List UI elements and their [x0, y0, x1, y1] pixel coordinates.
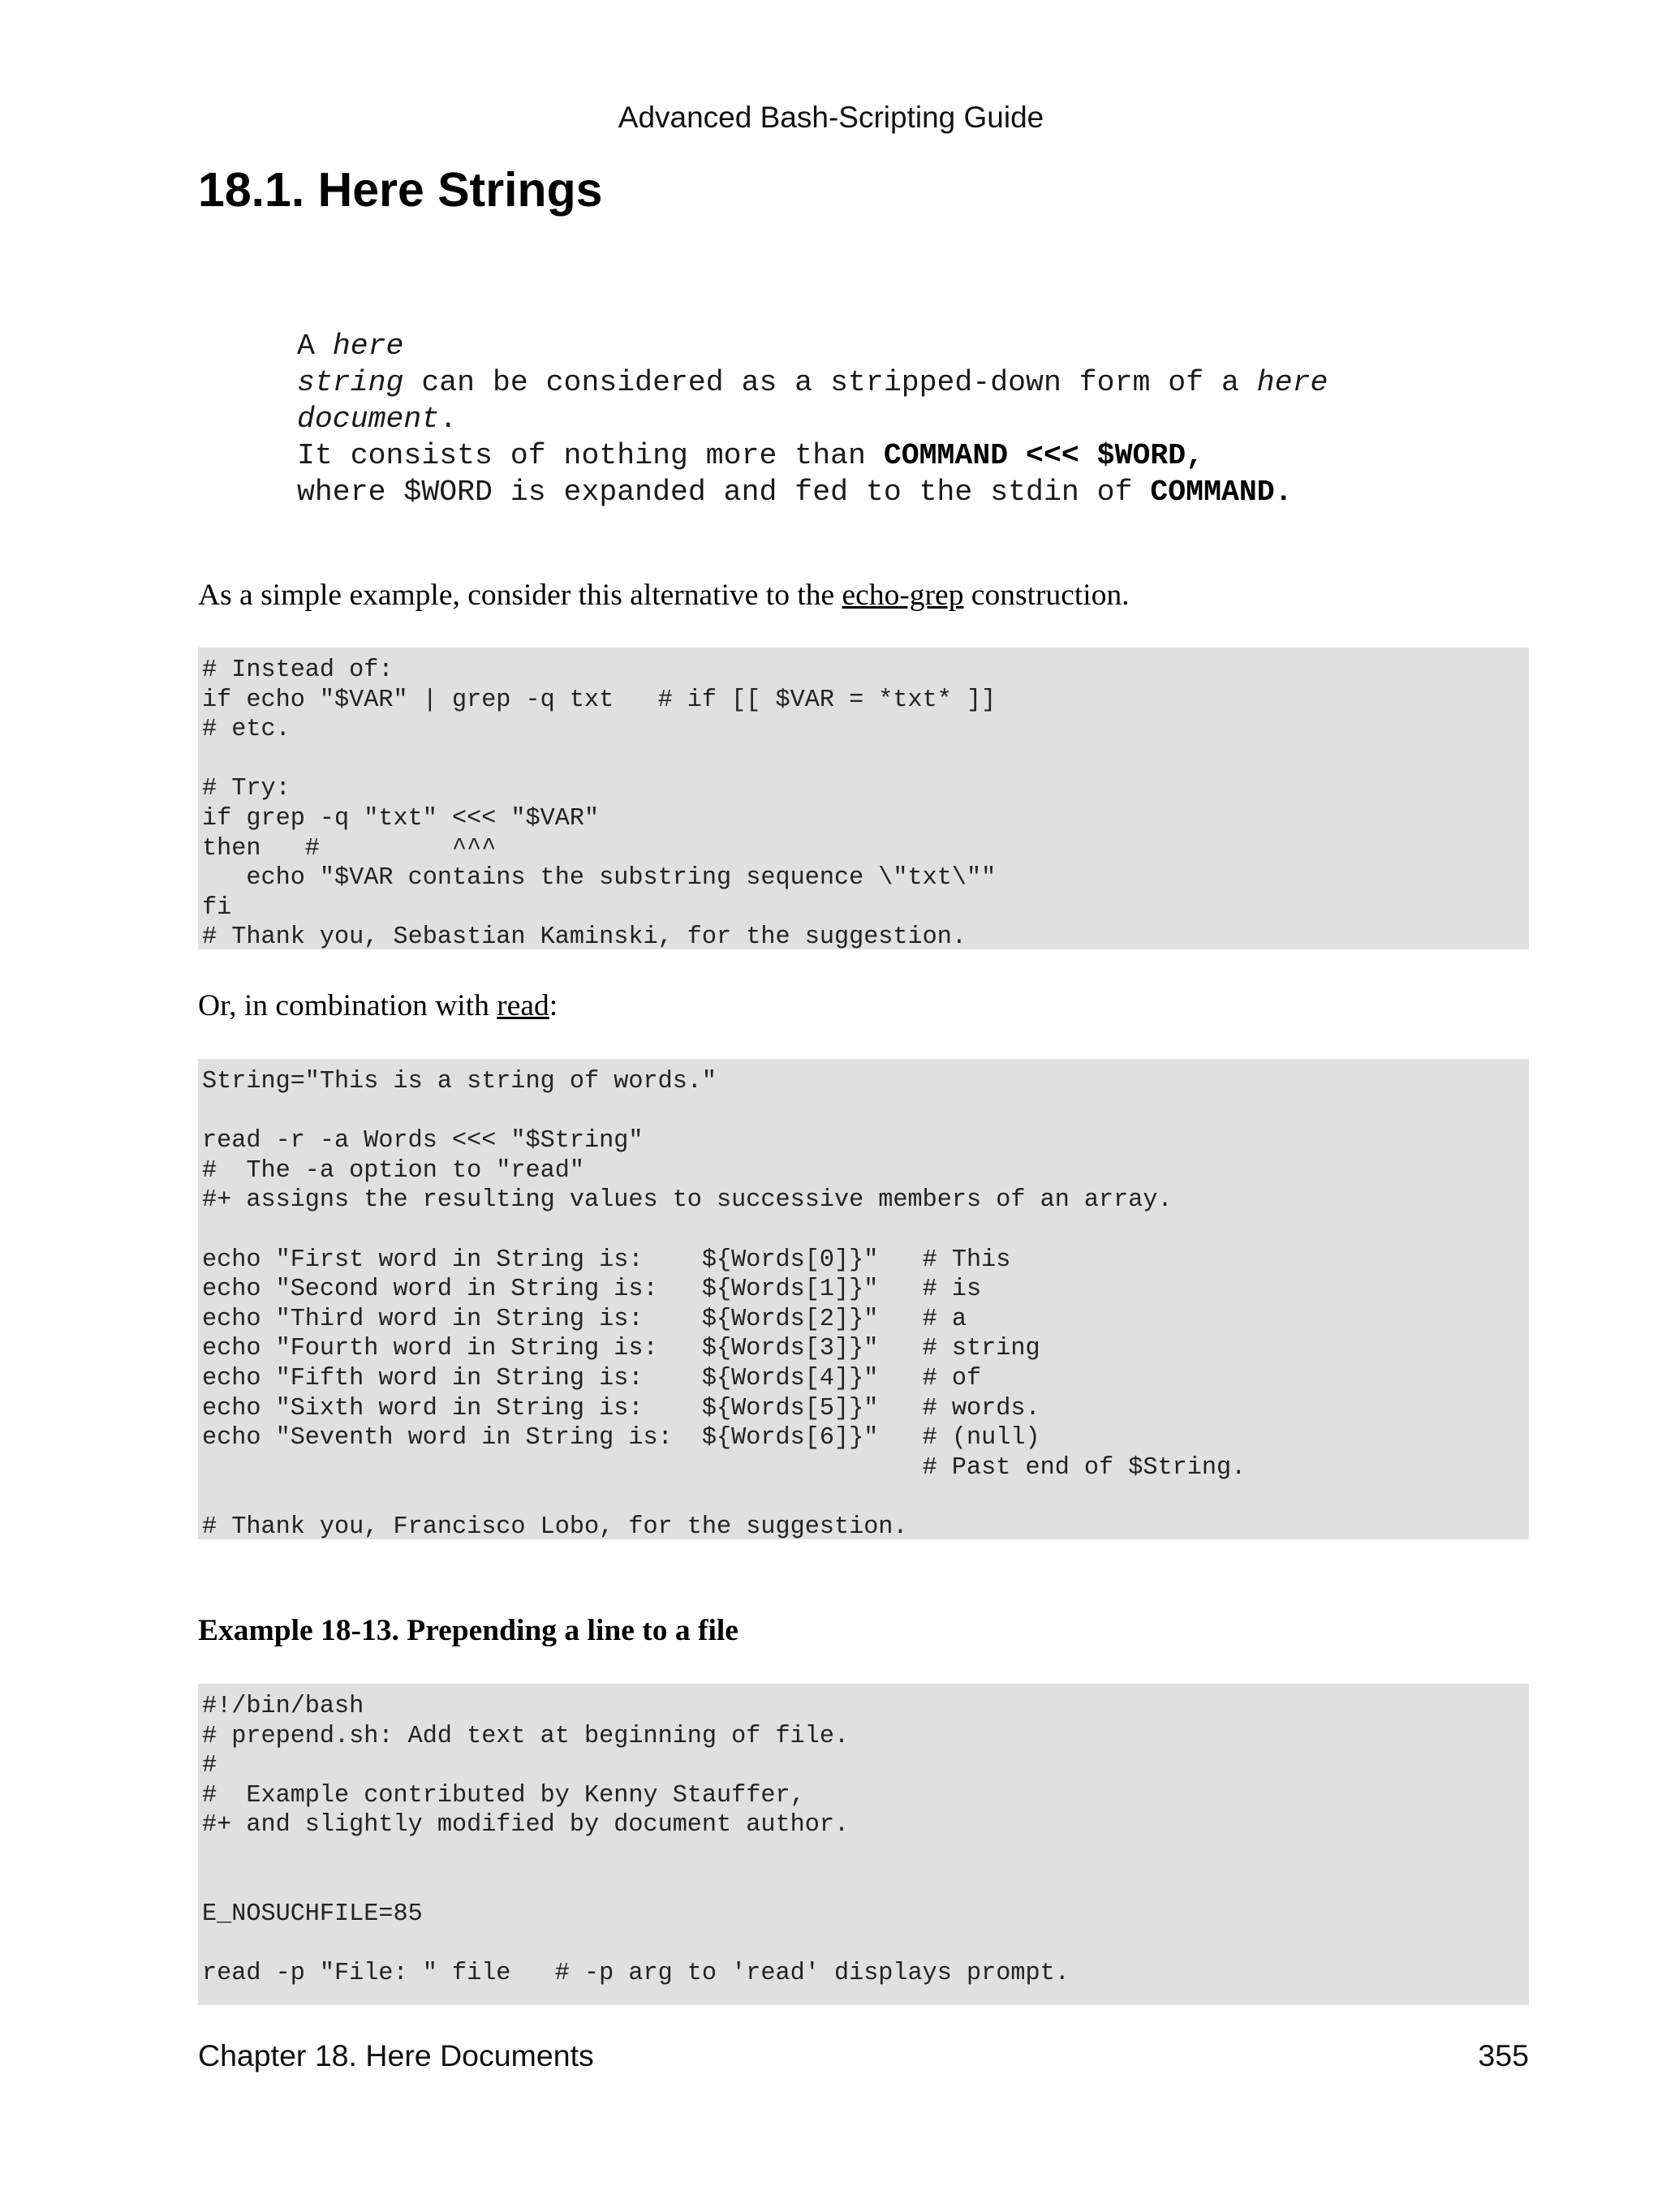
- code-line: echo "Fifth word in String is: ${Words[4]}" # of: [202, 1364, 982, 1392]
- paragraph-text: :: [549, 989, 558, 1022]
- example-title: Example 18-13. Prepending a line to a file: [198, 1614, 738, 1647]
- code-line: read -p "File: " file # -p arg to 'read' displays prompt.: [202, 1960, 1070, 1988]
- paragraph-text: As a simple example, consider this alternative to the: [198, 579, 842, 612]
- code-line: echo "First word in String is: ${Words[0]}" # This: [202, 1246, 1011, 1274]
- abstract-emphasis: here: [1256, 366, 1328, 399]
- code-line: [202, 1216, 1529, 1246]
- code-line: # Past end of $String.: [202, 1453, 1246, 1482]
- paragraph-text: construction.: [963, 579, 1130, 612]
- code-line: String="This is a string of words.": [202, 1068, 717, 1095]
- abstract-text: A: [297, 329, 333, 363]
- abstract-text: It consists of nothing more than: [297, 439, 884, 472]
- abstract-line-1: [297, 329, 403, 363]
- abstract-text: can be considered as a stripped-down form of a: [403, 366, 1257, 399]
- abstract-block: [297, 328, 1328, 510]
- code-line: E_NOSUCHFILE=85: [202, 1900, 423, 1929]
- abstract-text: .: [439, 402, 458, 436]
- code-line: # Example contributed by Kenny Stauffer,: [202, 1781, 805, 1810]
- read-link[interactable]: read: [497, 989, 549, 1022]
- code-line: # Instead of:: [202, 656, 394, 684]
- code-line: [202, 1870, 1529, 1900]
- code-line: echo "Third word in String is: ${Words[2]}" # a: [202, 1305, 967, 1333]
- code-line: [202, 745, 1529, 775]
- abstract-punctuation: ,: [1186, 439, 1204, 472]
- code-line: echo "Fourth word in String is: ${Words[3]}" # string: [202, 1335, 1040, 1363]
- code-line: [202, 1483, 1529, 1513]
- paragraph-text: Or, in combination with: [198, 989, 497, 1022]
- abstract-emphasis: string: [297, 366, 404, 399]
- code-block-echo-grep: [198, 648, 1529, 949]
- code-block-read-array: [198, 1059, 1529, 1539]
- paragraph-read: [198, 988, 558, 1023]
- code-line: echo "$VAR contains the substring sequence \"txt\"": [202, 864, 997, 893]
- abstract-command: COMMAND: [1150, 476, 1275, 509]
- code-line: read -r -a Words <<< "$String": [202, 1127, 644, 1155]
- abstract-line-2: [297, 366, 1328, 399]
- code-line: fi: [202, 893, 232, 922]
- abstract-command: COMMAND <<< $WORD: [883, 439, 1186, 472]
- code-line: # Try:: [202, 775, 291, 803]
- code-line: #!/bin/bash: [202, 1693, 364, 1720]
- code-line: [202, 1930, 1529, 1960]
- code-line: #+ assigns the resulting values to successive members of an array.: [202, 1186, 1173, 1215]
- abstract-punctuation: .: [1274, 476, 1293, 509]
- abstract-emphasis: document: [297, 402, 440, 436]
- paragraph-echo-grep: [198, 578, 1130, 613]
- code-line: # prepend.sh: Add text at beginning of file.: [202, 1722, 850, 1750]
- code-block-prepend: [198, 1684, 1529, 2005]
- code-line: echo "Seventh word in String is: ${Words[6]}" # (null): [202, 1424, 1040, 1452]
- code-line: if grep -q "txt" <<< "$VAR": [202, 804, 600, 833]
- footer-chapter: Chapter 18. Here Documents: [198, 2038, 594, 2072]
- code-line: # Thank you, Sebastian Kaminski, for the suggestion.: [202, 923, 967, 949]
- abstract-line-5: [297, 476, 1293, 509]
- code-line: if echo "$VAR" | grep -q txt # if [[ $VAR = *txt* ]]: [202, 686, 997, 714]
- code-line: [202, 1840, 1529, 1870]
- code-line: #+ and slightly modified by document author.: [202, 1811, 850, 1840]
- code-line: #: [202, 1752, 217, 1780]
- abstract-line-4: [297, 439, 1203, 472]
- code-line: # etc.: [202, 716, 291, 744]
- footer-page-number: 355: [1478, 2038, 1529, 2072]
- running-header: Advanced Bash-Scripting Guide: [618, 101, 1044, 134]
- echo-grep-link[interactable]: echo-grep: [842, 579, 964, 612]
- code-line: echo "Second word in String is: ${Words[1]}" # is: [202, 1276, 982, 1304]
- code-line: # The -a option to "read": [202, 1156, 585, 1185]
- code-line: # Thank you, Francisco Lobo, for the suggestion.: [202, 1513, 908, 1539]
- abstract-text: where $WORD is expanded and fed to the stdin of: [297, 476, 1151, 509]
- section-title: 18.1. Here Strings: [198, 163, 603, 217]
- code-line: then # ^^^: [202, 834, 497, 863]
- code-line: [202, 1097, 1529, 1127]
- abstract-emphasis: here: [332, 329, 404, 363]
- abstract-line-3: [297, 402, 457, 436]
- code-line: echo "Sixth word in String is: ${Words[5]}" # words.: [202, 1394, 1040, 1422]
